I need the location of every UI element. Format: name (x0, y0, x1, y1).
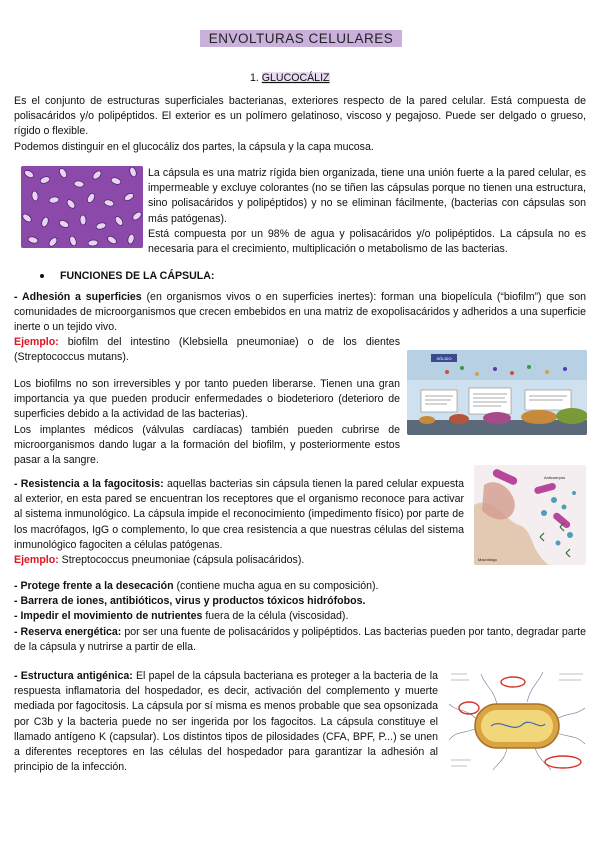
antigenic-label: - Estructura antigénica: (14, 670, 133, 682)
adhesion-example (14, 335, 400, 365)
capsule-block (148, 166, 586, 257)
function-desecation-text: (contiene mucha agua en su composición). (173, 580, 379, 592)
phagocytosis-example-text: Streptococcus pneumoniae (cápsula polisacáridos). (58, 554, 305, 567)
adhesion-text: (en organismos vivos o en superficies inertes): forman una biopelícula (“biofilm”) que son comunidades de microorganismos que crecen embebidos en una matriz de exopolisacáridos y adheridos a una superficie inerte o un tejido vivo. (14, 291, 586, 334)
bacterium-svg (447, 668, 587, 772)
intro-paragraph-2: Podemos distinguir en el glucocáliz dos partes, la cápsula y la capa mucosa. (14, 140, 374, 153)
function-nutrients-label: - Impedir el movimiento de nutrientes (14, 610, 203, 623)
phagocytosis-label: - Resistencia a la fagocitosis: (14, 478, 164, 490)
antibodies-label: Anticuerpos (544, 475, 566, 480)
section-name: GLUCOCÁLIZ (261, 72, 330, 84)
intro-block (14, 94, 586, 155)
biofilm-tag: SÓLIDO (436, 356, 452, 361)
function-barrier-label: - Barrera de iones, antibióticos, virus y productos tóxicos hidrófobos. (14, 595, 366, 608)
antigenic-block (14, 669, 438, 775)
bacterium-diagram-image (447, 668, 587, 772)
adhesion-paragraph (14, 290, 586, 336)
functions-heading (40, 270, 214, 282)
function-barrier (14, 594, 586, 609)
capsule-paragraph-1: La cápsula es una matriz rígida bien organizada, tiene una unión fuerte a la pared celular, es impermeable y excluye colorantes (no se tiñen las cápsulas porque no tienen una estructura, sino polisacáridos y polipéptidos) y no se eliminan fácilmente, (bacterias con cápsulas son más patógenas). (148, 167, 586, 225)
capsule-paragraph-2: Está compuesta por un 98% de agua y polisacáridos y/o polipéptidos. La cápsula no es necesaria para el crecimiento, multiplicación o metabolismo de las bacterias. (148, 227, 586, 256)
adhesion-label: - Adhesión a superficies (14, 291, 142, 303)
function-desecation-label: - Protege frente a la desecación (14, 580, 174, 592)
bullet-dot (40, 274, 44, 278)
example-label: Ejemplo: (14, 336, 59, 348)
antigenic-text: El papel de la cápsula bacteriana es proteger a la bacteria de la respuesta inflamatoria del hospedador, es decir, activación del complemento y muerte mediada por fagocitosis. La cápsula por sí misma es menos probable que sea opsonizada por C3b y la bacteria puede no ser ingerida por los fagocitos. La cápsula constituye el llamado antígeno K (capsular). Los distintos tipos de pilosidades (CFA, BPF, P...) se unen a diferentes receptores en las células del hospedador para garantizar la adhesión al principio de la infección. (14, 670, 438, 774)
adhesion-block (14, 290, 586, 336)
phagocytosis-paragraph (14, 477, 464, 553)
example-text: biofilm del intestino (Klebsiella pneumoniae) o de los dientes (Streptococcus mutans). (14, 336, 400, 364)
macrophage-label: Macrófago (478, 557, 497, 562)
phagocytosis-example (14, 553, 464, 568)
adhesion-example-block (14, 335, 400, 365)
function-energy-label: - Reserva energética: (14, 625, 122, 638)
antigenic-paragraph (14, 669, 438, 775)
biofilm-diagram-svg (407, 350, 587, 435)
phagocytosis-text: aquellas bacterias sin cápsula tienen la pared celular expuesta al exterior, en esta pared se encuentran los receptores que el organismo reconoce para activar al sistema inmunológico. La cápsula impide el reconocimiento (impedimento físico) por parte de los macrófagos, IgG o complemento, lo que crea resistencia a que nuestras células del sistema inmunológico fagociten a células patógenas. (14, 478, 464, 551)
function-energy-text: por ser una fuente de polisacáridos y polipéptidos. Las bacterias pueden por tanto, degradar parte de la cápsula y nutrirse a partir de ella. (14, 625, 586, 653)
biofilm-paragraph-1: Los biofilms no son irreversibles y por tanto pueden liberarse. Tienen una gran importancia ya que pueden producir enfermedades o biodeterioro (deterioro de superficies debido a la actividad de las bacterias). (14, 378, 400, 421)
phagocytosis-example-label: Ejemplo: (14, 554, 59, 567)
capsule-micrograph-svg (21, 166, 143, 248)
biofilm-paragraph-2: Los implantes médicos (válvulas cardíacas) también pueden cubrirse de microorganismos dando lugar a la formación del biofilm, y posteriormente estos pasar a la sangre. (14, 423, 400, 467)
page-title: ENVOLTURAS CELULARES (200, 30, 402, 47)
biofilm-diagram-image (407, 350, 587, 435)
phagocytosis-block (14, 477, 464, 568)
more-functions-block (14, 579, 586, 655)
intro-paragraph-1: Es el conjunto de estructuras superficiales bacterianas, exteriores respecto de la pared celular. Está compuesta de polisacáridos y/o polipéptidos. El exterior es un polímero gelatinoso, viscoso y pegajoso. Puede ser delgado o grueso, rígido o flexible. (14, 95, 586, 138)
capsule-micrograph-image (21, 166, 143, 248)
section-number: 1. (250, 72, 259, 84)
biofilm-paragraphs (14, 377, 400, 468)
function-nutrients (14, 609, 586, 624)
section-heading (250, 72, 330, 84)
function-desecation (14, 579, 586, 594)
macrophage-svg (474, 465, 586, 565)
function-energy (14, 625, 586, 655)
macrophage-illustration (474, 465, 586, 565)
function-nutrients-text: fuera de la célula (viscosidad). (202, 610, 349, 623)
functions-heading-text: FUNCIONES DE LA CÁPSULA: (60, 270, 215, 282)
